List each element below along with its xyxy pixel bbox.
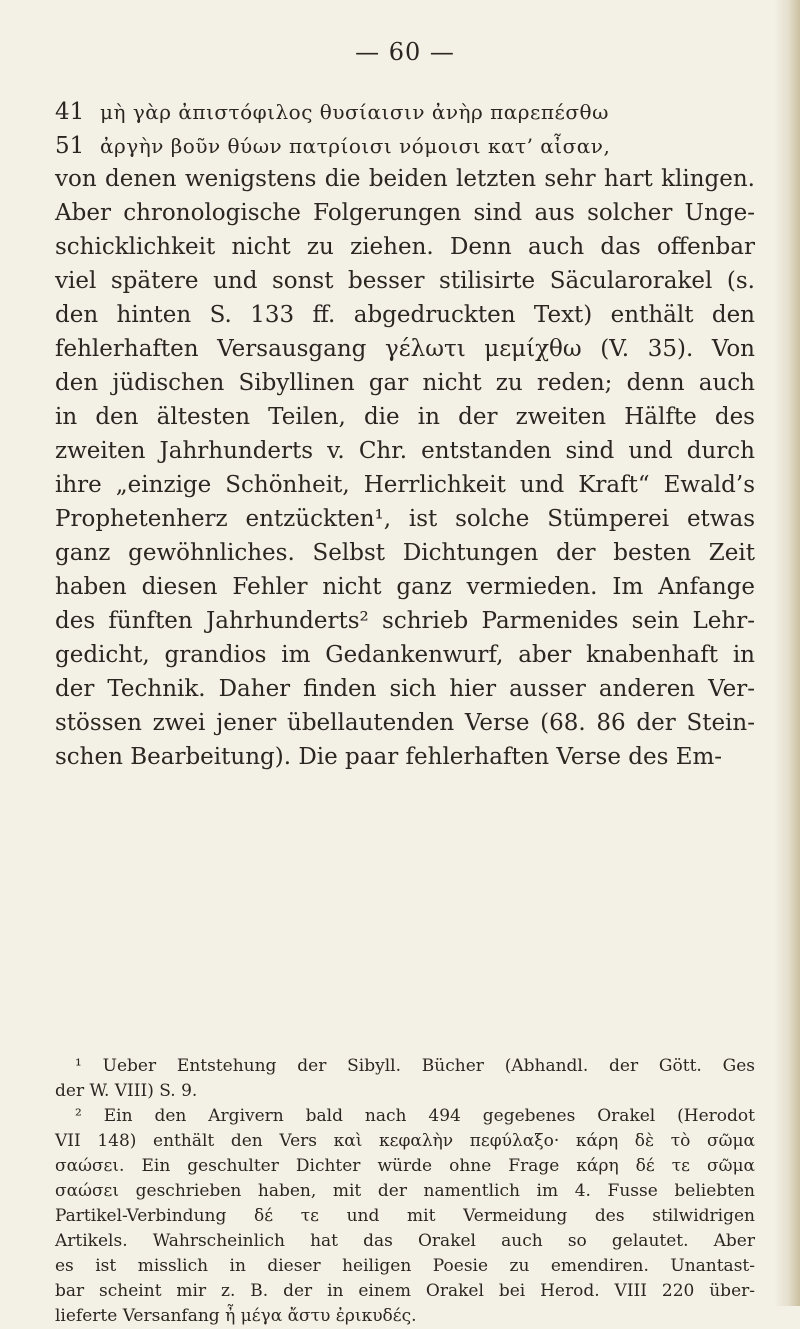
- page-number: — 60 —: [355, 38, 455, 66]
- verse-number: 51: [55, 133, 85, 159]
- footnote-line: σαώσει. Ein geschulter Dichter würde ohne Frage κάρη δέ τε σῶμα: [55, 1156, 755, 1176]
- text-line: gedicht, grandios im Gedankenwurf, aber knabenhaft in: [55, 642, 755, 668]
- text-line: schen Bearbeitung). Die paar fehlerhaften Verse des Em-: [55, 744, 723, 770]
- text-line: von denen wenigstens die beiden letzten sehr hart klingen.: [55, 166, 755, 192]
- text-line: den jüdischen Sibyllinen gar nicht zu reden; denn auch: [55, 370, 755, 396]
- footnote-2: [55, 1104, 755, 1129]
- text-line: viel spätere und sonst besser stilisirte Säcularorakel (s.: [55, 268, 755, 294]
- text-line: ihre „einzige Schönheit, Herrlichkeit und Kraft“ Ewald’s: [55, 472, 755, 498]
- verse-text: ἀργὴν βοῦν θύων πατρίοισι νόμοισι κατ’ αἶσαν,: [100, 134, 611, 158]
- text-line: des fünften Jahrhunderts² schrieb Parmenides sein Lehr-: [55, 608, 755, 634]
- footnote-line: der W. VIII) S. 9.: [55, 1081, 198, 1101]
- verse-number: 41: [55, 99, 85, 125]
- footnotes: [55, 1054, 755, 1329]
- page-edge-shadow: [774, 0, 800, 1306]
- footnote-line: VII 148) enthält den Vers καὶ κεφαλὴν πεφύλαξο· κάρη δὲ τὸ σῶμα: [55, 1131, 755, 1151]
- text-line: stössen zwei jener übellautenden Verse (68. 86 der Stein-: [55, 710, 755, 736]
- text-line: fehlerhaften Versausgang γέλωτι μεμίχθω (V. 35). Von: [55, 336, 755, 362]
- footnote-text: Ueber Entstehung der Sibyll. Bücher (Abhandl. der Gött. Ges: [102, 1056, 755, 1076]
- text-line: haben diesen Fehler nicht ganz vermieden. Im Anfange: [55, 574, 755, 600]
- footnote-line: lieferte Versanfang ἦ μέγα ἄστυ ἐρικυδές.: [55, 1306, 417, 1326]
- footnote-line: σαώσει geschrieben haben, mit der namentlich im 4. Fusse beliebten: [55, 1181, 755, 1201]
- verse-line: [55, 95, 755, 129]
- text-line: in den ältesten Teilen, die in der zweiten Hälfte des: [55, 404, 755, 430]
- footnote-marker: ²: [75, 1106, 82, 1126]
- footnote-marker: ¹: [75, 1056, 82, 1076]
- footnote-line: bar scheint mir z. B. der in einem Orakel bei Herod. VIII 220 über-: [55, 1281, 755, 1301]
- text-line: Aber chronologische Folgerungen sind aus solcher Unge-: [55, 200, 755, 226]
- text-line: der Technik. Daher finden sich hier ausser anderen Ver-: [55, 676, 755, 702]
- footnote-line: es ist misslich in dieser heiligen Poesie zu emendiren. Unantast-: [55, 1256, 755, 1276]
- verse-text: μὴ γὰρ ἀπιστόφιλος θυσίαισιν ἀνὴρ παρεπέσθω: [100, 100, 609, 124]
- text-line: den hinten S. 133 ff. abgedruckten Text) enthält den: [55, 302, 755, 328]
- main-text: [55, 162, 755, 774]
- text-line: zweiten Jahrhunderts v. Chr. entstanden sind und durch: [55, 438, 755, 464]
- text-line: ganz gewöhnliches. Selbst Dichtungen der besten Zeit: [55, 540, 755, 566]
- footnote-line: Partikel-Verbindung δέ τε und mit Vermeidung des stilwidrigen: [55, 1206, 755, 1226]
- footnote-line: Artikels. Wahrscheinlich hat das Orakel auch so gelautet. Aber: [55, 1231, 755, 1251]
- footnote-1: [55, 1054, 755, 1079]
- text-line: schicklichkeit nicht zu ziehen. Denn auch das offenbar: [55, 234, 755, 260]
- text-line: Prophetenherz entzückten¹, ist solche Stümperei etwas: [55, 506, 755, 532]
- footnote-text: Ein den Argivern bald nach 494 gegebenes Orakel (Herodot: [103, 1106, 755, 1126]
- quoted-verses: [55, 95, 755, 163]
- verse-line: [55, 129, 755, 163]
